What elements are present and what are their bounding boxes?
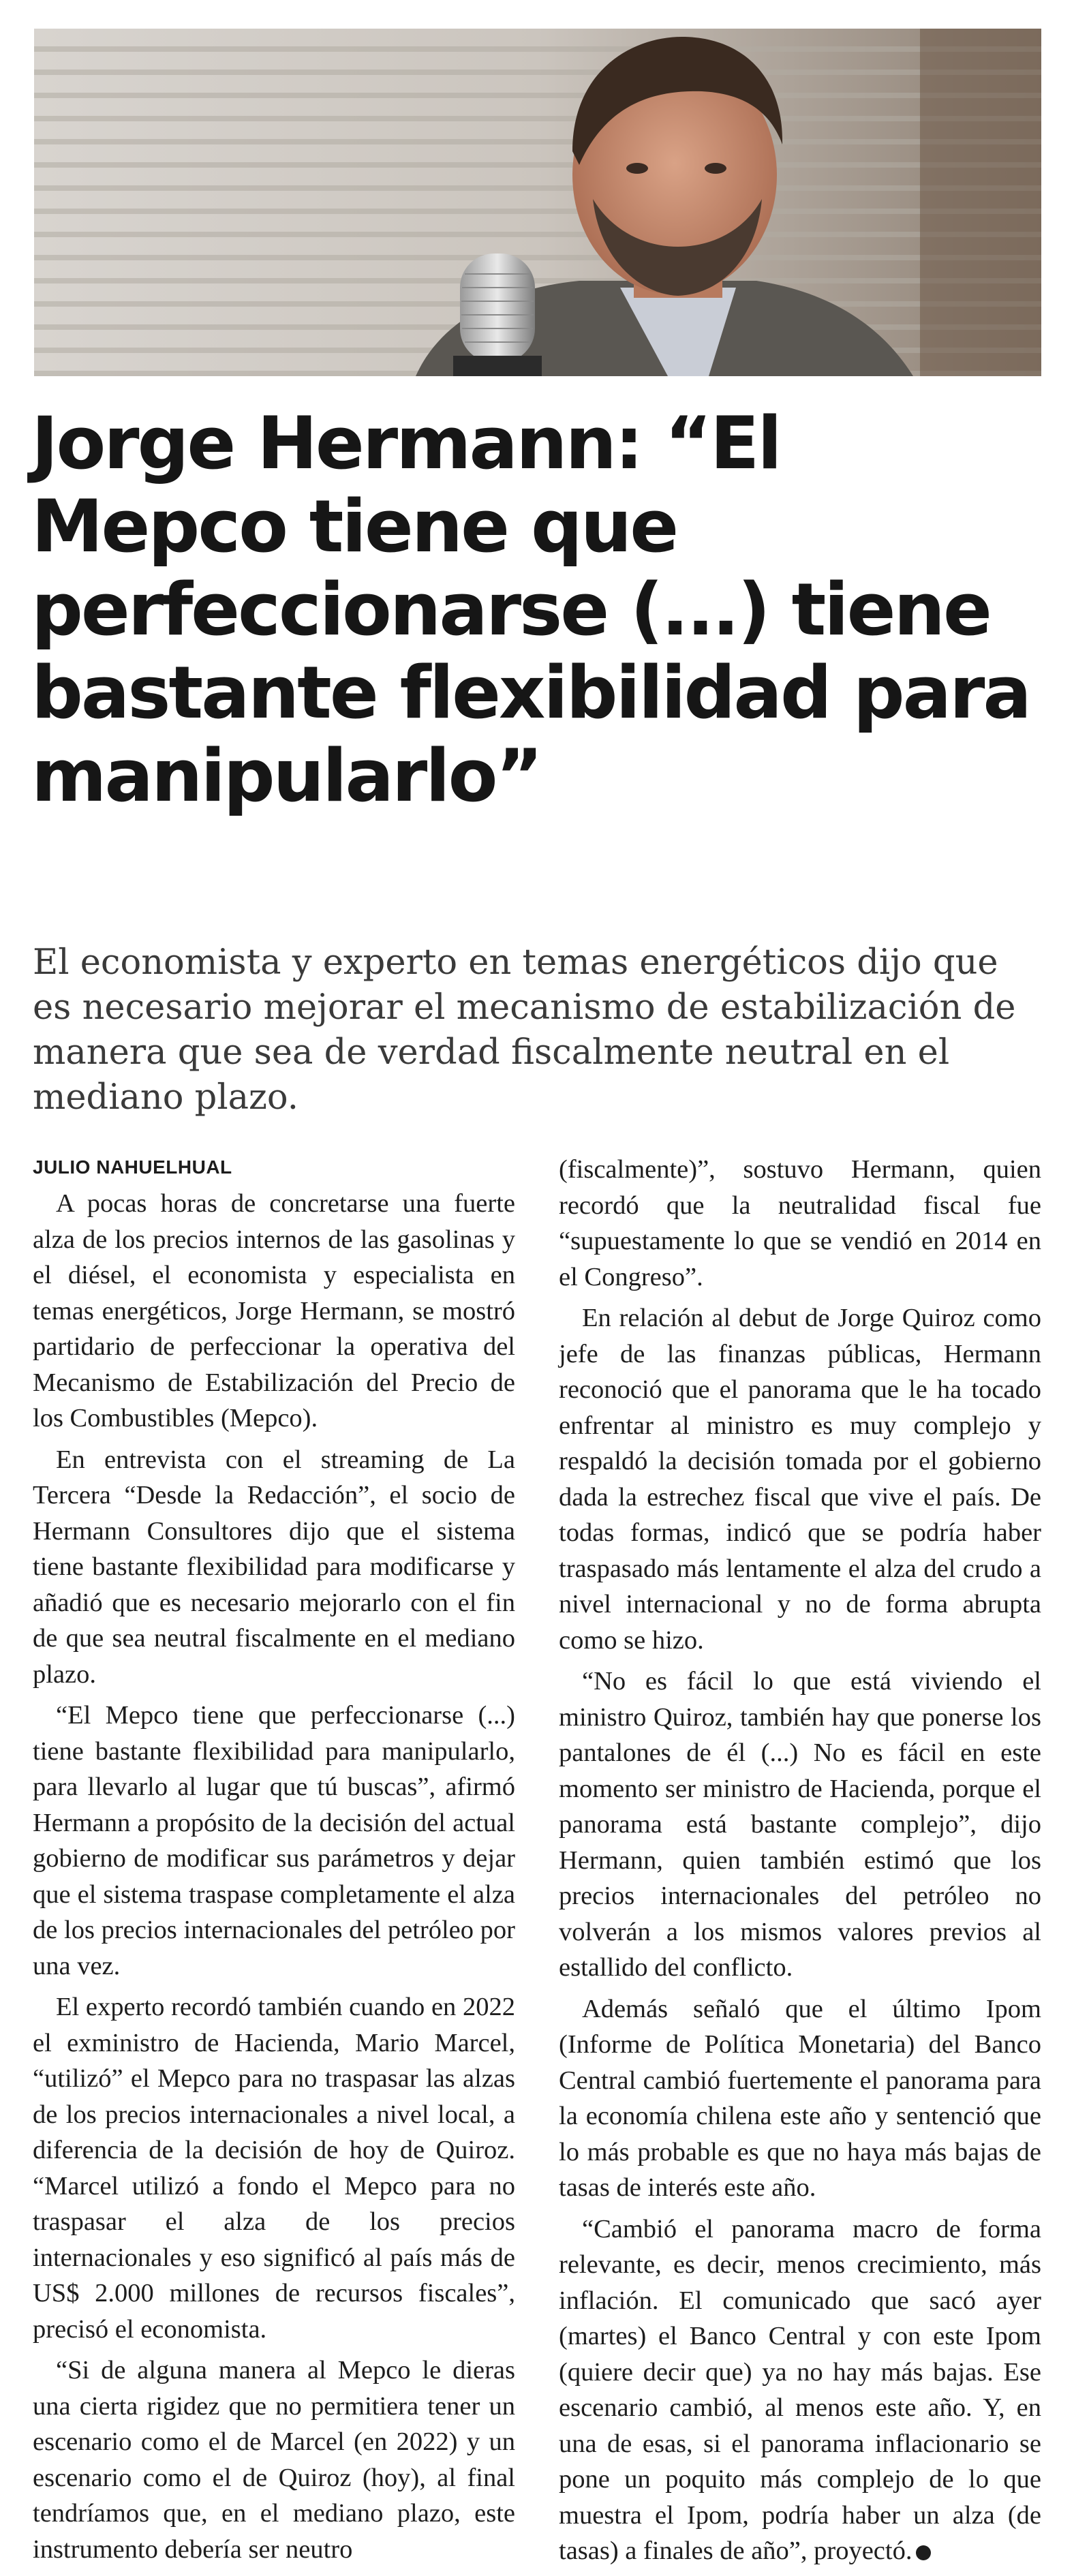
deck-subheading: El economista y experto en temas energéticos dijo que es necesario mejorar el mecanismo de estabilización de manera que sea de verdad fiscalmente neutral en el mediano plazo. (33, 942, 1016, 1118)
paragraph-continuation: (fiscalmente)”, sostuvo Hermann, quien recordó que la neutralidad fiscal fue “supuestamente lo que se vendió en 2014 en el Congreso”. (559, 1155, 1041, 1291)
headline: Jorge Hermann: “El Mepco tiene que perfeccionarse (...) tiene bastante flexibilidad para manipularlo” (31, 401, 1030, 818)
byline: JULIO NAHUELHUAL (33, 1156, 232, 1178)
right-column (559, 1152, 1041, 2575)
final-paragraph-text: “Cambió el panorama macro de forma relevante, es decir, menos crecimiento, más inflación. El comunicado que sacó ayer (martes) el Banco Central y con este Ipom (quiere decir que) ya no hay más bajas. Ese escenario cambió, al menos este año. Y, en una de esas, si el panorama inflacionario se pone un poquito más complejo de lo que muestra el Ipom, podría haber un alza (de tasas) a finales de año”, proyectó. (559, 2214, 1041, 2565)
paragraph-final (559, 2211, 1041, 2569)
paragraph: El experto recordó también cuando en 2022 el exministro de Hacienda, Mario Marcel, “utilizó” el Mepco para no traspasar las alzas de los precios internacionales a nivel local, a diferencia de la decisión de hoy de Quiroz. “Marcel utilizó a fondo el Mepco para no traspasar el alza de los precios internacionales y eso significó al país más de US$ 2.000 millones de recursos fiscales”, precisó el economista. (33, 1993, 515, 2344)
paragraph: En entrevista con el streaming de La Tercera “Desde la Redacción”, el socio de Hermann Consultores dijo que el sistema tiene bastante flexibilidad para modificarse y añadió que es necesario mejorarlo con el fin de que sea neutral fiscalmente en el mediano plazo. (33, 1445, 515, 1689)
paragraph: A pocas horas de concretarse una fuerte alza de los precios internos de las gasolinas y el diésel, el economista y especialista en temas energéticos, Jorge Hermann, se mostró partidario de perfeccionar la operativa del Mecanismo de Estabilización del Precio de los Combustibles (Mepco). (33, 1189, 515, 1432)
article-photo (34, 29, 1041, 376)
article-body (33, 1152, 1041, 2575)
paragraph: Además señaló que el último Ipom (Informe de Política Monetaria) del Banco Central cambió fuertemente el panorama para la economía chilena este año y sentenció que lo más probable es que no haya más bajas de tasas de interés este año. (559, 1994, 1041, 2202)
paragraph: En relación al debut de Jorge Quiroz como jefe de las finanzas públicas, Hermann reconoció que el panorama que le ha tocado enfrentar al ministro es muy complejo y respaldó la decisión tomada por el gobierno dada la estrechez fiscal que vive el país. De todas formas, indicó que se podría haber traspasado más lentamente el alza del crudo a nivel internacional y no de forma abrupta como se hizo. (559, 1304, 1041, 1655)
paragraph: “No es fácil lo que está viviendo el ministro Quiroz, también hay que ponerse los pantalones de él (...) No es fácil en este momento ser ministro de Hacienda, porque el panorama está bastante complejo”, dijo Hermann, quien también estimó que los precios internacionales del petróleo no volverán a los mismos valores previos al estallido del conflicto. (559, 1667, 1041, 1982)
paragraph: “Si de alguna manera al Mepco le dieras una cierta rigidez que no permitiera tener un escenario como el de Marcel (en 2022) y un escenario como el de Quiroz (hoy), al final tendríamos que, en el mediano plazo, este instrumento debería ser neutro (33, 2356, 515, 2564)
paragraph: “El Mepco tiene que perfeccionarse (...) tiene bastante flexibilidad para manipularlo, para llevarlo al lugar que tú buscas”, afirmó Hermann a propósito de la decisión del actual gobierno de modificar sus parámetros y dejar que el sistema traspase completamente el alza de los precios internacionales del petróleo por una vez. (33, 1701, 515, 1980)
portrait-photo (34, 29, 1041, 376)
left-column (33, 1152, 515, 2575)
end-of-article-icon: P (916, 2545, 931, 2560)
